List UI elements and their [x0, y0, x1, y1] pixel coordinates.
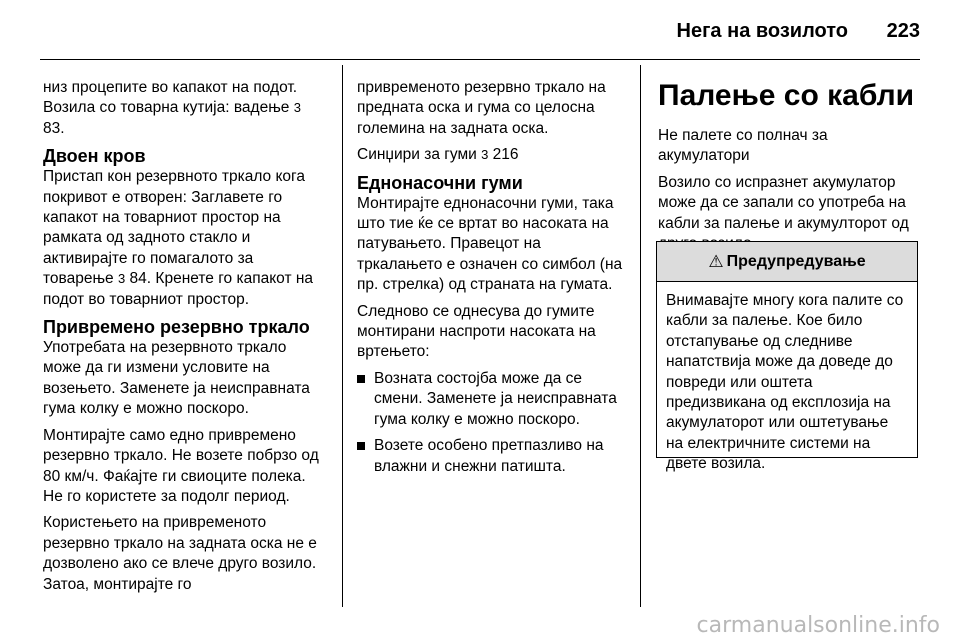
- list-item: Возете особено претпазливо на влажни и снежни патишта.: [357, 436, 625, 477]
- reference-arrow-icon: 3: [293, 100, 301, 116]
- page-number: 223: [886, 20, 920, 42]
- paragraph: привременото резервно тркало на предната оска и гума со целосна големина на задната оска.: [357, 79, 606, 137]
- paragraph: низ процепите во капакот на подот. Возила со товарна кутија: вадење 3 83.: [43, 79, 301, 137]
- heading-temporary-spare: Привремено резервно тркало: [43, 317, 310, 338]
- page-reference[interactable]: 83.: [43, 119, 65, 137]
- heading-double-roof: Двоен кров: [43, 146, 146, 167]
- warning-box: [656, 241, 918, 473]
- bullet-square-icon: [357, 375, 365, 383]
- heading-directional-tyres: Еднонасочни гуми: [357, 172, 523, 193]
- paragraph: Монтирајте еднонасочни гуми, така што тие ќе се вртат во насоката на патувањето. Правецот на тркалањето е означен со симбол (на пр. стрелка) од страната на гумата.: [357, 194, 623, 294]
- column-divider-1: [342, 65, 343, 607]
- bullet-square-icon: [357, 442, 365, 450]
- paragraph: Пристап кон резервното тркало кога покривот е отворен: Заглавете го капакот на товарниот простор на рамката од задното стакло и активирајте го помагалото за товарење 3 84. Кренете го капакот на подот во товарниот простор.: [43, 168, 314, 308]
- paragraph: Синџири за гуми 3 216: [357, 146, 519, 164]
- heading-jump-starting: Палење со кабли: [658, 79, 915, 112]
- paragraph: Монтирајте само едно привремено резервно тркало. Не возете побрзо од 80 км/ч. Фаќајте ги свиоците полека. Не го користете за подолг период.: [43, 426, 319, 505]
- paragraph: Не палете со полнач за акумулатори: [658, 127, 828, 165]
- page-reference[interactable]: 84.: [129, 270, 152, 288]
- warning-title: Предупредување: [726, 252, 866, 270]
- paragraph: Користењето на привременото резервно тркало на задната оска не е дозволено ако се влече друго возило. Затоа, монтирајте го: [43, 514, 317, 593]
- page-reference[interactable]: 216: [492, 146, 519, 164]
- warning-header: [657, 242, 917, 282]
- column-divider-2: [640, 65, 641, 607]
- column-2: [357, 78, 625, 483]
- bullet-list: [357, 369, 625, 477]
- page-header: [0, 0, 960, 60]
- triangle-warning-icon: ⚠: [708, 251, 724, 271]
- column-1: [43, 78, 326, 601]
- chapter-title: Нега на возилото: [676, 20, 848, 42]
- paragraph: Употребата на резервното тркало може да ги измени условите на возењето. Заменете ја неисправната гума колку е можно поскоро.: [43, 339, 310, 418]
- warning-body: Внимавајте многу кога палите со кабли за палење. Кое било отстапување од следниве напатствија може да доведе до повреди или оштета предизвикана од експлозија на акумулаторот или оштетување на електричните системи на двете возила.: [666, 292, 904, 473]
- watermark: carmanualsonline.info: [696, 613, 940, 638]
- paragraph: Следново се однесува до гумите монтирани наспроти насоката на вртењето:: [357, 302, 596, 361]
- paragraph: Возило со испразнет акумулатор може да се запали со употреба на кабли за палење и акумулторот од: [658, 173, 909, 232]
- reference-arrow-icon: 3: [118, 271, 126, 287]
- header-rule: [40, 59, 920, 60]
- column-3: [658, 78, 920, 260]
- reference-arrow-icon: 3: [481, 147, 489, 163]
- list-item: Возната состојба може да се смени. Заменете ја неисправната гума колку е можно поскоро.: [357, 369, 625, 430]
